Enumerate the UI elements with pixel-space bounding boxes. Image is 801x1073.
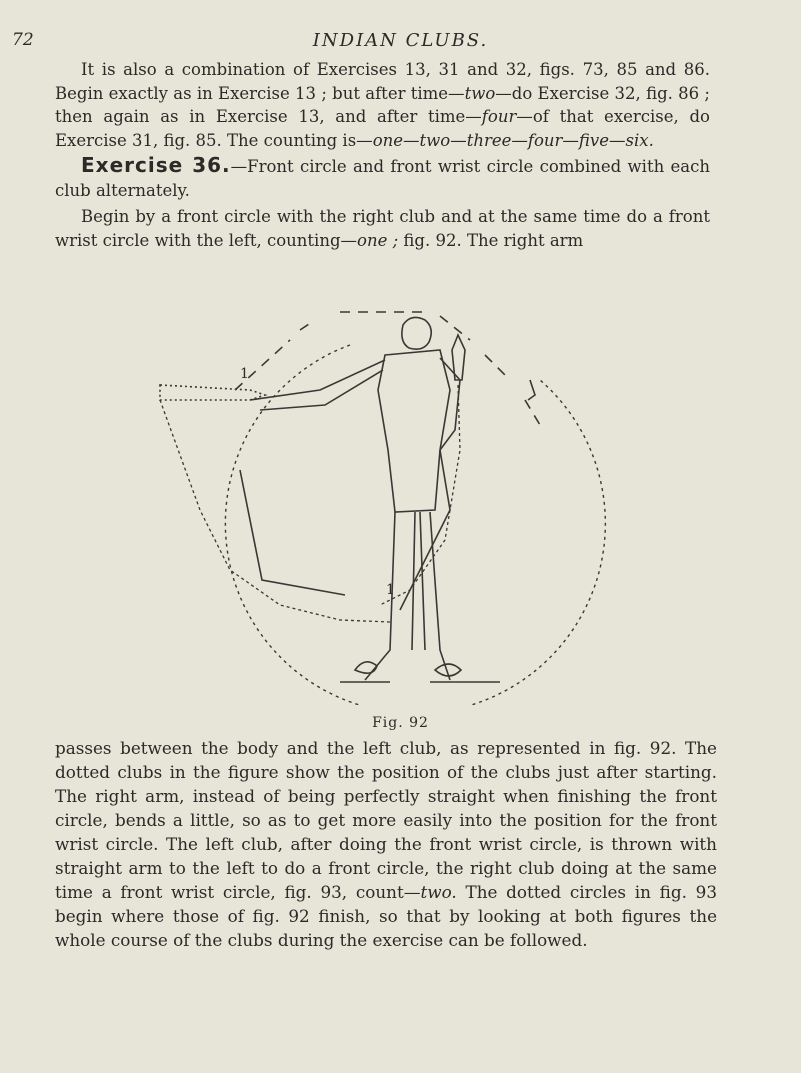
paragraph-1-text-b: —do Exercise 32, fig. 86 ; then again as in Exercise 13, and after time— — [55, 83, 710, 127]
held-right-club — [400, 450, 450, 610]
running-title: INDIAN CLUBS. — [312, 30, 489, 51]
paragraph-4-em-a: two. — [420, 882, 457, 902]
paragraph-3 — [55, 205, 710, 252]
figure-head — [402, 317, 431, 349]
exercise-36-paragraph — [55, 154, 710, 202]
paragraph-3-em-a: one ; — [357, 230, 399, 250]
paragraph-4-text-b: The dotted circles in fig. 93 begin where those of fig. 92 finish, so that by looking at both figures the whole course of the clubs during the exercise can be followed. — [55, 882, 717, 950]
paragraph-1-em-a: two — [464, 83, 496, 103]
club-exercise-drawing — [140, 250, 620, 705]
paragraph-1-text-a: It is also a combination of Exercises 13, 31 and 32, figs. 73, 85 and 86. Begin exactly as in Exercise 13 ; but after time— — [55, 60, 710, 103]
held-left-club — [240, 470, 345, 595]
paragraph-3-text-b: fig. 92. The right arm — [398, 230, 584, 250]
paragraph-3-text-a: Begin by a front circle with the right club and at the same time do a front wrist circle with the left, counting— — [55, 207, 710, 250]
paragraph-1 — [55, 58, 710, 152]
figure-torso — [378, 350, 450, 512]
page-header — [0, 30, 801, 52]
figure-label-right: 1 — [386, 582, 395, 598]
figure-92-illustration — [140, 250, 620, 705]
page-number: 72 — [12, 30, 34, 50]
exercise-36-heading: Exercise 36. — [81, 153, 231, 177]
paragraph-4-text-a: passes between the body and the left club, as represented in fig. 92. The dotted clubs in the figure show the position of the clubs just after starting. The right arm, instead of being perfectly straight when finishing the front circle, bends a little, so as to get more easily into the position for the front wrist circle. The left club, after doing the front wrist circle, is thrown with straight arm to the left to do a front circle, the right club doing at the same time a front wrist circle, fig. 93, count— — [55, 738, 717, 902]
figure-left-arm — [250, 360, 385, 410]
paragraph-1-text-c: —of that exercise, do Exercise 31, fig. 85. The counting is— — [55, 107, 710, 150]
paragraph-1-em-b: four — [481, 107, 517, 127]
exercise-36-text: —Front circle and front wrist circle combined with each club alternately. — [55, 157, 711, 200]
paragraph-4 — [55, 736, 717, 952]
figure-label-left: 1 — [240, 366, 249, 382]
paragraph-1-em-c: one—two—three—four—five—six. — [372, 130, 654, 150]
left-dotted-club — [160, 385, 265, 400]
figure-caption: Fig. 92 — [372, 715, 429, 731]
